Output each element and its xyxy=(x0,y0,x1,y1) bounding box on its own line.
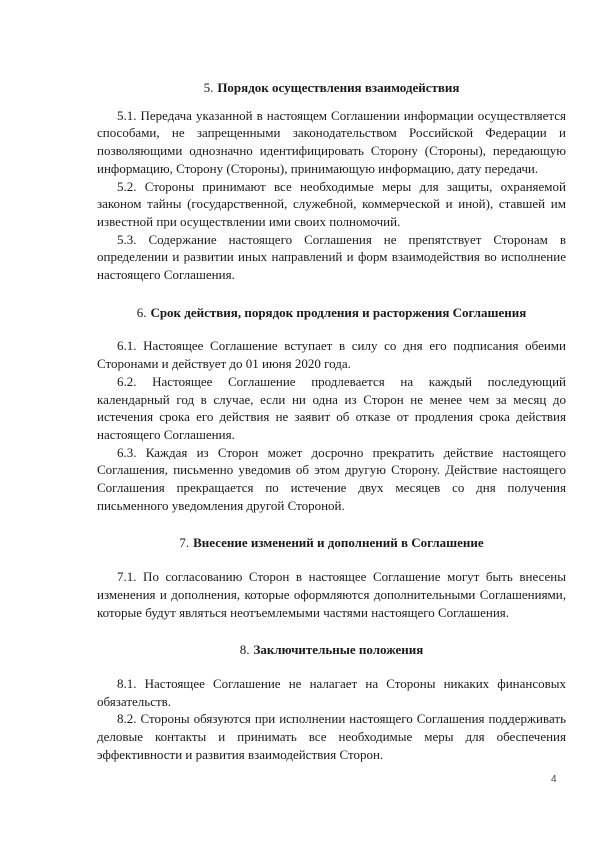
paragraph-7-1: 7.1. По согласованию Сторон в настоящее Соглашение могут быть внесены изменения и дополнения, которые оформляются дополнительными Соглашениями, которые будут являться неотъемлемыми частями настоящего Соглашения. xyxy=(97,569,566,620)
section-5-heading xyxy=(97,79,566,97)
paragraph-8-1: 8.1. Настоящее Соглашение не налагает на Стороны никаких финансовых обязательств. xyxy=(97,675,566,709)
page-number: 4 xyxy=(551,774,557,785)
section-8-heading xyxy=(97,641,566,659)
paragraph-5-1: 5.1. Передача указанной в настоящем Соглашении информации осуществляется способами, не запрещенными законодательством Российской Федерации и позволяющими однозначно идентифицировать Сторону (Стороны), передающую информацию, Сторону (Стороны), принимающую информацию, дату передачи. xyxy=(97,107,566,176)
section-title: Заключительные положения xyxy=(253,642,424,658)
section-number: 7. xyxy=(179,535,190,551)
section-number: 5. xyxy=(203,80,214,95)
section-title: Внесение изменений и дополнений в Соглашение xyxy=(193,535,484,551)
paragraph-6-3: 6.3. Каждая из Сторон может досрочно прекратить действие настоящего Соглашения, письменно уведомив об этом другую Сторону. Действие настоящего Соглашения прекращается по истечение двух месяцев со дня получения письменного уведомления другой Стороной. xyxy=(97,444,566,513)
section-7-heading xyxy=(97,534,566,552)
section-number: 8. xyxy=(239,642,250,658)
paragraph-8-2: 8.2. Стороны обязуются при исполнении настоящего Соглашения поддерживать деловые контакты и принимать все необходимые меры для обеспечения эффективности и развития взаимодействия Сторон. xyxy=(97,711,566,762)
paragraph-6-1: 6.1. Настоящее Соглашение вступает в силу со дня его подписания обеими Сторонами и действует до 01 июня 2020 года. xyxy=(97,338,566,372)
paragraph-5-2: 5.2. Стороны принимают все необходимые меры для защиты, охраняемой законом тайны (государственной, служебной, коммерческой и иной), ставшей им известной при осуществлении ими своих полномочий. xyxy=(97,178,566,229)
section-number: 6. xyxy=(136,304,147,320)
document-body xyxy=(97,79,566,764)
section-6-heading xyxy=(97,304,566,322)
section-title: Порядок осуществления взаимодействия xyxy=(217,80,460,95)
paragraph-5-3: 5.3. Содержание настоящего Соглашения не препятствует Сторонам в определении и развитии иных направлений и форм взаимодействия во исполнение настоящего Соглашения. xyxy=(97,231,566,283)
paragraph-6-2: 6.2. Настоящее Соглашение продлевается на каждый последующий календарный год в случае, если ни одна из Сторон не менее чем за месяц до истечения срока его действия не заявит об отказе от продления срока действия настоящего Соглашения. xyxy=(97,373,566,442)
section-title: Срок действия, порядок продления и расторжения Соглашения xyxy=(150,304,527,320)
